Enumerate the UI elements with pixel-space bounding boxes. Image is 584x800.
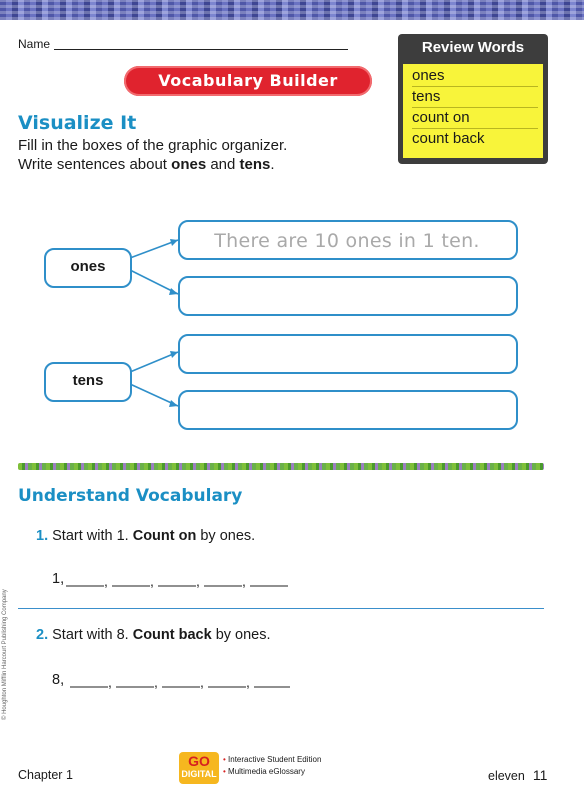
digital-resources-list — [223, 754, 321, 778]
footer-page-number: eleven 11 — [488, 767, 548, 783]
svg-text:,: , — [104, 573, 108, 589]
question-1: 1. Start with 1. Count on by ones. — [36, 528, 256, 544]
svg-text:,: , — [108, 674, 112, 690]
ones-node-label: ones — [70, 258, 106, 275]
copyright-note: © Houghton Mifflin Harcourt Publishing Company — [2, 589, 8, 720]
go-digital-badge[interactable] — [179, 752, 219, 784]
instruction-line-2: Write sentences about ones and tens. — [18, 156, 275, 173]
go-label: GO — [188, 753, 210, 769]
svg-text:,: , — [154, 674, 158, 690]
svg-text:,: , — [242, 573, 246, 589]
example-sentence: There are 10 ones in 1 ten. — [214, 230, 480, 252]
question-2-start-value: 8, — [52, 672, 65, 688]
name-label: Name — [18, 37, 51, 51]
svg-text:,: , — [200, 674, 204, 690]
review-word-item: ones — [412, 66, 538, 87]
tens-node-label: tens — [72, 372, 104, 389]
svg-text:,: , — [196, 573, 200, 589]
review-word-item: count on — [412, 108, 538, 129]
question-1-start-value: 1, — [52, 571, 65, 587]
svg-text:,: , — [246, 674, 250, 690]
question-2: 2. Start with 8. Count back by ones. — [36, 627, 271, 643]
review-words-title: Review Words — [421, 39, 525, 56]
review-word-item: count back — [412, 130, 485, 147]
understand-vocabulary-heading: Understand Vocabulary — [18, 486, 243, 506]
digital-label: DIGITAL — [181, 769, 217, 779]
digital-resource-item[interactable]: • Interactive Student Edition — [223, 755, 322, 764]
svg-text:,: , — [150, 573, 154, 589]
footer-chapter: Chapter 1 — [18, 768, 73, 782]
digital-resource-item[interactable]: • Multimedia eGlossary — [223, 767, 305, 776]
review-word-item: tens — [412, 87, 538, 108]
instruction-line-1: Fill in the boxes of the graphic organizer. — [18, 137, 288, 154]
banner-title: Vocabulary Builder — [158, 71, 338, 90]
visualize-heading: Visualize It — [18, 112, 137, 134]
